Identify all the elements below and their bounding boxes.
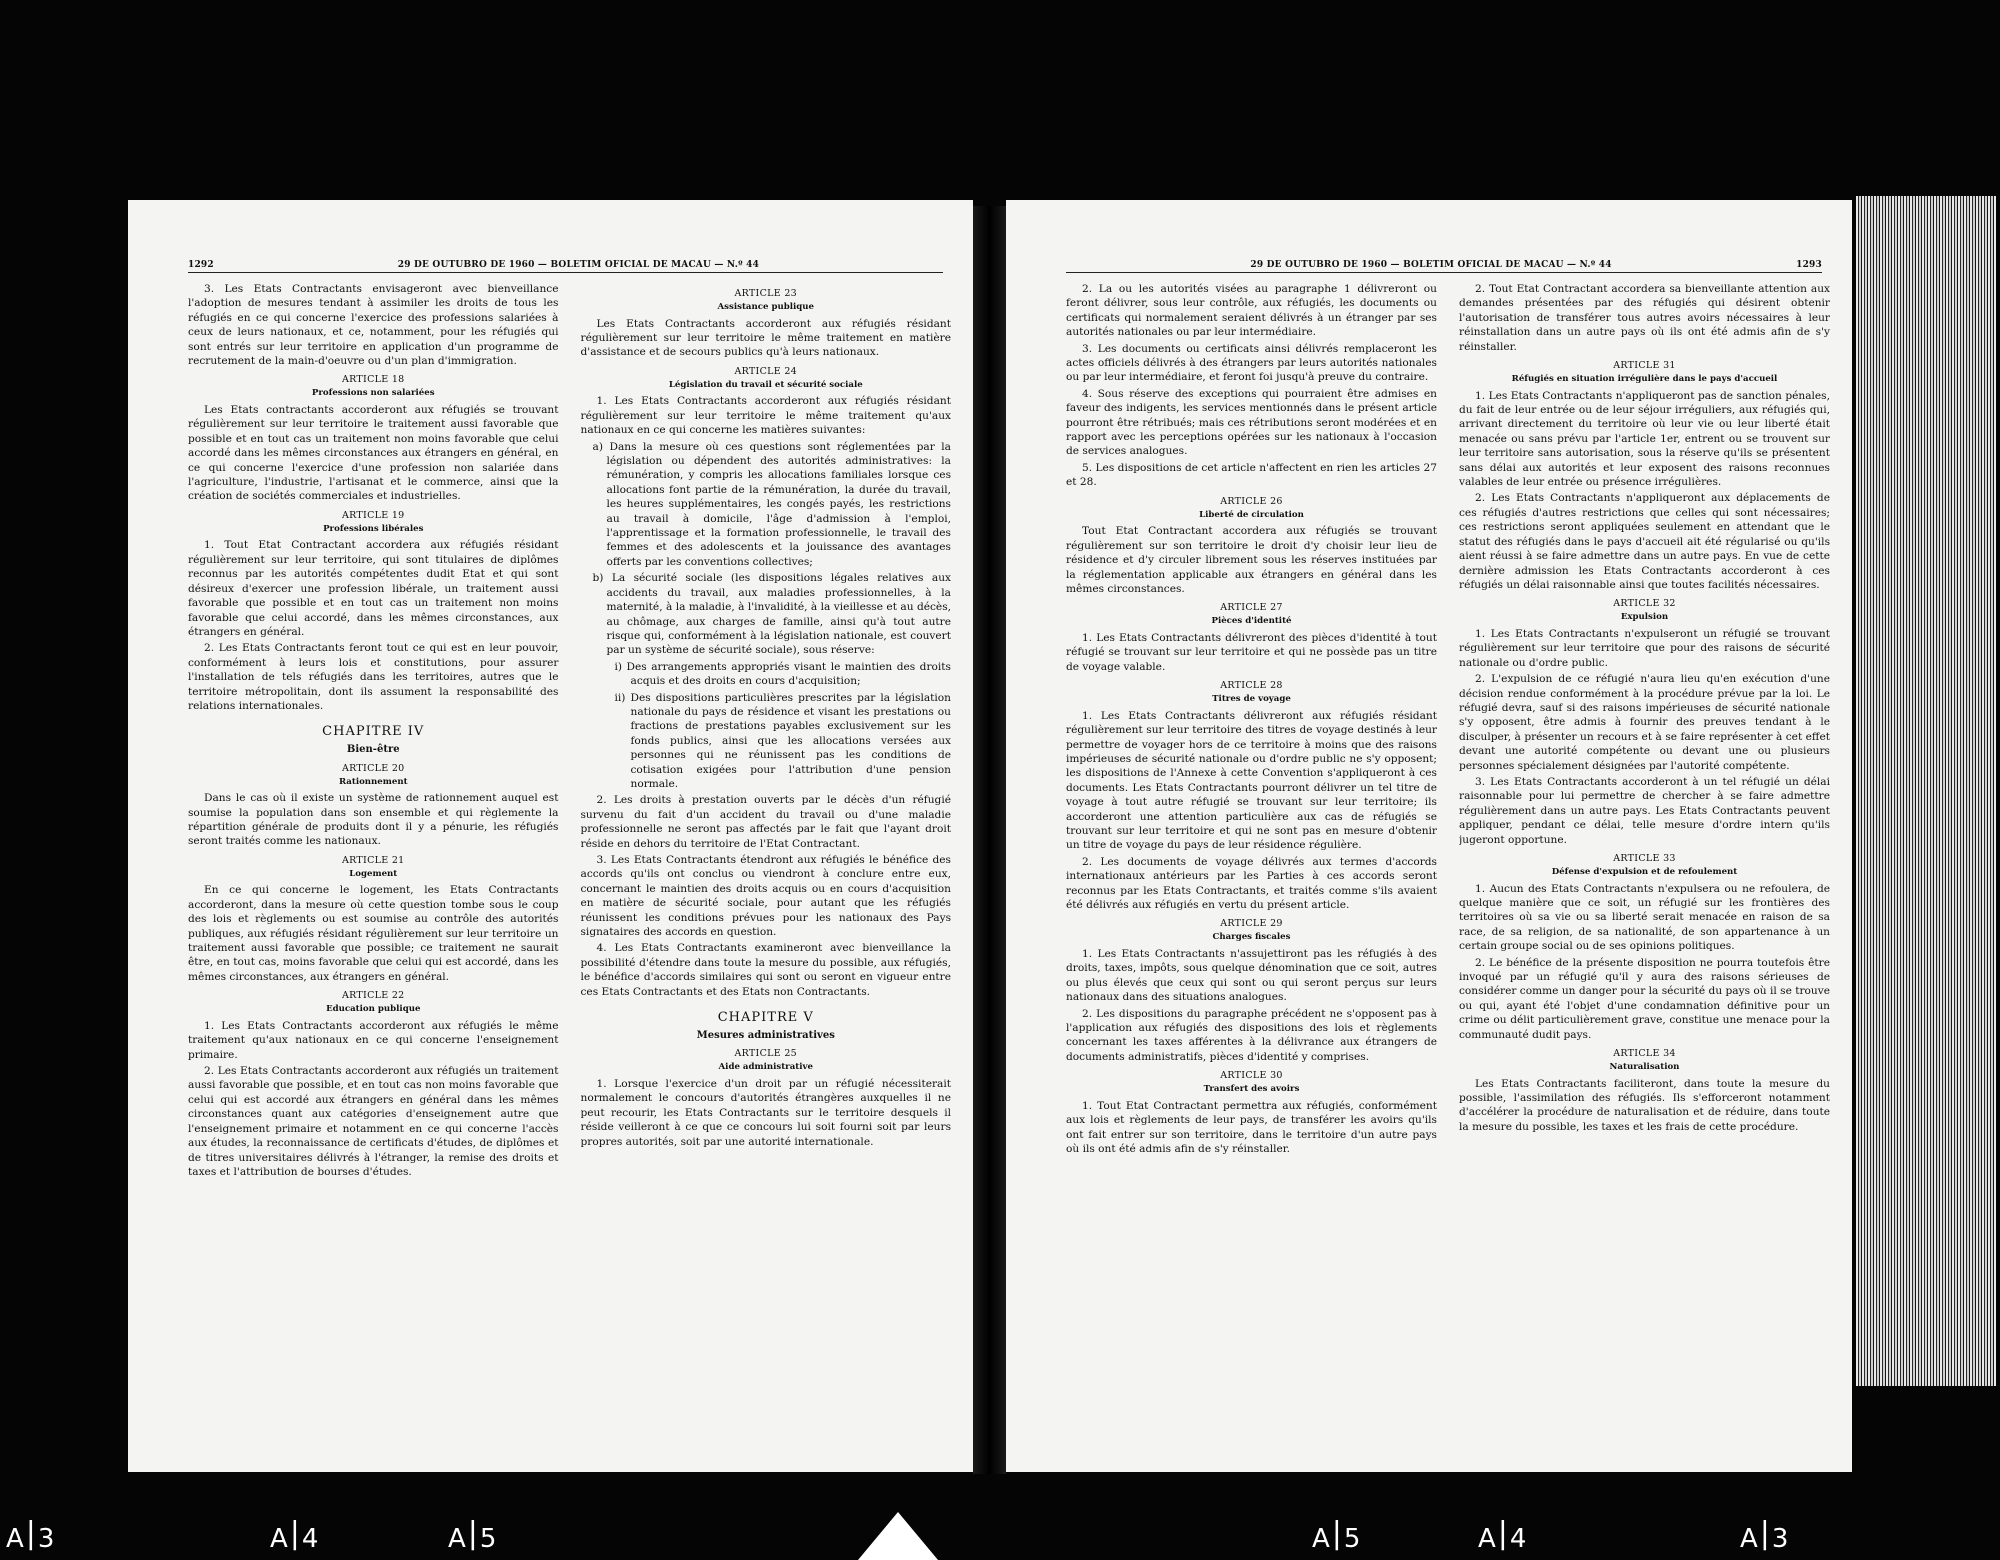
paragraph: 1. Les Etats Contractants délivreront des pièces d'identité à tout réfugié se trouvant sur leur territoire et qui ne possède pas un titre de voyage valable. [1066,631,1437,673]
paragraph: 1. Les Etats Contractants n'assujettiront pas les réfugiés à des droits, taxes, impôts, sous quelque dénomination que ce soit, autres ou plus élevés que ceux qui sont ou qui seront perçus sur leurs nationaux dans des situations analogues. [1066,948,1437,1004]
paragraph: 1. Les Etats Contractants accorderont aux réfugiés le même traitement qu'aux nationaux en ce qui concerne l'enseignement primaire. [188,1019,559,1061]
article-title: Logement [349,868,398,879]
paragraph: 2. Les dispositions du paragraphe précédent ne s'opposent pas à l'application aux réfugiés des dispositions des lois et règlements concernant les taxes afférentes à la délivrance aux étrangers de documents administratifs, pièces d'identité y comprises. [1066,1007,1437,1063]
article-title: Législation du travail et sécurité sociale [668,379,863,390]
film-marker: A|4 [1478,1516,1527,1554]
article-title: Transfert des avoirs [1203,1084,1300,1095]
left-running-title: 29 DE OUTUBRO DE 1960 — BOLETIM OFICIAL DE MACAU — N.º 44 [397,260,760,270]
article-title: Défense d'expulsion et de refoulement [1551,866,1738,877]
paragraph: 2. Les documents de voyage délivrés aux termes d'accords internationaux antérieurs par les Parties à ces accords seront reconnus par les Etats Contractants, et traités comme s'ils avaient été délivrés aux réfugiés en vertu du présent article. [1066,855,1437,911]
article-title: Titres de voyage [1212,694,1291,705]
article-title: Assistance publique [717,301,814,312]
paragraph: 1. Aucun des Etats Contractants n'expulsera ou ne refoulera, de quelque manière que ce soit, un réfugié sur les frontières des territoires où sa vie ou sa liberté serait menacée en raison de sa race, de sa religion, de sa nationalité, de son appartenance à un certain groupe social ou de ses opinions politiques. [1459,882,1830,953]
right-column-2 [1459,282,1830,1452]
paragraph: 1. Les Etats Contractants accorderont aux réfugiés résidant régulièrement sur leur territoire le même traitement qu'aux nationaux en ce qui concerne les matières suivantes: [580,395,951,437]
film-marker: A|4 [270,1516,319,1554]
film-marker: A|5 [1312,1516,1361,1554]
right-column-1 [1066,282,1437,1452]
article-heading: ARTICLE 20 [341,762,405,774]
paragraph: Tout Etat Contractant accordera aux réfugiés se trouvant régulièrement sur son territoire le droit d'y choisir leur lieu de résidence et d'y circuler librement sous les réserves instituées par la réglementation applicable aux étrangers en général dans les mêmes circonstances. [1066,525,1437,595]
paragraph: Dans le cas où il existe un système de rationnement auquel est soumise la population dans son ensemble et qui règlemente la répartition générale de produits dont il y a pénurie, les réfugiés seront traités comme les nationaux. [188,792,559,848]
article-heading: ARTICLE 29 [1220,918,1283,930]
paragraph: 1. Les Etats Contractants délivreront aux réfugiés résidant régulièrement sur leur territoire des titres de voyage destinés à leur permettre de voyager hors de ce territoire à moins que des raisons impérieuses de sécurité nationale ou d'ordre public ne s'y opposent; les dispositions de l'Annexe à cette Convention s'appliqueront à ces documents. Les Etats Contractants pourront délivrer un tel titre de voyage à tout autre réfugié se trouvant sur leur territoire; ils accorderont une attention particulière aux cas de réfugiés se trouvant sur leur territoire et qui ne sont pas en mesure d'obtenir un titre de voyage du pays de leur résidence régulière. [1066,709,1437,852]
paragraph: 1. Les Etats Contractants n'expulseront un réfugié se trouvant régulièrement sur leur territoire que pour des raisons de sécurité nationale ou d'ordre public. [1459,627,1830,669]
article-heading: ARTICLE 18 [341,374,405,386]
chapter-title: Bien-être [346,744,400,756]
chapter-heading: CHAPITRE V [717,1010,814,1026]
paragraph: 1. Les Etats Contractants n'appliqueront pas de sanction pénales, du fait de leur entrée ou de leur séjour irréguliers, aux réfugiés qui, arrivant directement du territoire où leur vie ou leur liberté était menacée ou sans prévu par l'article 1er, entrent ou se trouvent sur leur territoire sans autorisation, sous la réserve qu'ils se présentent sans délai aux autorités et leur exposent des raisons reconnues valables de leur entrée ou présence irrégulières. [1459,389,1830,489]
paragraph: Les Etats Contractants faciliteront, dans toute la mesure du possible, l'assimilation des réfugiés. Ils s'efforceront notamment d'accélérer la procédure de naturalisation et de réduire, dans toute la mesure du possible, les taxes et les frais de cette procédure. [1459,1077,1830,1133]
page-stack-edge [1856,196,1996,1386]
article-heading: ARTICLE 26 [1220,495,1283,507]
paragraph: 2. Le bénéfice de la présente disposition ne pourra toutefois être invoqué par un réfugié qu'il y aura des raisons sérieuses de considérer comme un danger pour la sécurité du pays où il se trouve ou qui, ayant été l'objet d'une condamnation définitive pour un crime ou délit particulièrement grave, constitue une menace pour la communauté dudit pays. [1459,956,1830,1041]
paragraph: 1. Lorsque l'exercice d'un droit par un réfugié nécessiterait normalement le concours d'autorités étrangères auxquelles il ne peut recourir, les Etats Contractants sur le territoire desquels il réside veilleront à ce que ce concours lui soit fourni soit par leurs propres autorités, soit par une autorité internationale. [580,1077,951,1148]
article-title: Réfugiés en situation irrégulière dans le pays d'accueil [1511,373,1778,384]
article-heading: ARTICLE 33 [1613,853,1676,864]
paragraph: 2. La ou les autorités visées au paragraphe 1 délivreront ou feront délivrer, sous leur contrôle, aux réfugiés, les documents ou certificats qui normalement seraient délivrés à un étranger par ses autorités nationales ou par leur intermédiaire. [1066,283,1437,339]
article-title: Rationnement [338,776,408,787]
article-title: Liberté de circulation [1199,509,1304,520]
paragraph: 2. Les Etats Contractants n'appliqueront aux déplacements de ces réfugiés d'autres restrictions que celles qui sont nécessaires; ces restrictions seront appliquées seulement en attendant que le statut des réfugiés dans le pays d'accueil ait été régularisé ou qu'ils aient réussi à se faire admettre dans un autre pays. En vue de cette dernière admission les Etats Contractants accorderont à ces réfugiés un délai raisonnable ainsi que toutes facilités nécessaires. [1459,492,1830,591]
article-heading: ARTICLE 22 [341,990,405,1002]
article-title: Professions libérales [323,523,424,534]
right-running-title: 29 DE OUTUBRO DE 1960 — BOLETIM OFICIAL DE MACAU — N.º 44 [1250,260,1612,270]
chapter-heading: CHAPITRE IV [322,724,425,740]
article-heading: ARTICLE 28 [1220,680,1283,692]
paragraph: En ce qui concerne le logement, les Etats Contractants accorderont, dans la mesure où cette question tombe sous le coup des lois et règlements ou est soumise au contrôle des autorités publiques, aux réfugiés résidant régulièrement sur leur territoire un traitement aussi favorable que possible; ce traitement ne saurait être, en tout cas, moins favorable que celui qui est accordé, dans les mêmes circonstances, aux étrangers en général. [188,884,559,983]
article-heading: ARTICLE 21 [341,854,405,866]
sub-list-item: i) Des arrangements appropriés visant le maintien des droits acquis et des droits en cours d'acquisition; [614,660,951,688]
paragraph: Les Etats contractants accorderont aux réfugiés se trouvant régulièrement sur leur territoire le traitement aussi favorable que possible et en tout cas un traitement non moins favorable que celui accordé dans les mêmes circonstances aux étrangers en général, en ce qui concerne l'exercice d'une profession non salariée dans l'agriculture, l'industrie, l'artisanat et le commerce, ainsi que la création de sociétés commerciales et industrielles. [188,404,559,503]
article-heading: ARTICLE 34 [1613,1048,1676,1060]
paragraph: 2. L'expulsion de ce réfugié n'aura lieu qu'en exécution d'une décision rendue conformément à la procédure prévue par la loi. Le réfugié devra, sauf si des raisons impérieuses de sécurité nationale s'y opposent, être admis à fournir des preuves tendant à le disculper, à présenter un recours et à se faire représenter à cet effet devant une autorité compétente ou devant une ou plusieurs personnes spécialement désignées par l'autorité compétente. [1459,673,1830,772]
article-heading: ARTICLE 23 [734,288,798,299]
article-heading: ARTICLE 24 [734,365,798,377]
left-running-head [188,260,943,273]
paragraph: 2. Les Etats Contractants accorderont aux réfugiés un traitement aussi favorable que possible, et en tout cas non moins favorable que celui qui est accordé aux étrangers en général dans les mêmes circonstances quant aux catégories d'enseignement autre que l'enseignement primaire et notamment en ce qui concerne l'accès aux études, la reconnaissance de certificats d'études, de diplômes et de titres universitaires délivrés à l'étranger, la remise des droits et taxes et l'attribution de bourses d'études. [188,1065,559,1178]
article-heading: ARTICLE 27 [1220,602,1283,614]
paragraph: 5. Les dispositions de cet article n'affectent en rien les articles 27 et 28. [1066,461,1437,489]
left-column-1 [188,282,559,1452]
paragraph: 2. Tout Etat Contractant accordera sa bienveillante attention aux demandes présentées par des réfugiés qui désirent obtenir l'autorisation de transférer tous autres avoirs nécessaires à leur réinstallation dans un autre pays où ils ont été admis afin de s'y réinstaller. [1459,283,1830,353]
left-page [128,200,973,1472]
paragraph: 2. Les Etats Contractants feront tout ce qui est en leur pouvoir, conformément à leurs lois et constitutions, pour assurer l'installation de tels réfugiés dans les territoires, autres que le territoire métropolitain, dont ils assument la responsabilité des relations internationales. [188,642,559,712]
article-heading: ARTICLE 19 [341,509,405,521]
article-title: Naturalisation [1609,1061,1680,1072]
article-title: Expulsion [1620,612,1669,623]
article-heading: ARTICLE 32 [1613,598,1676,610]
list-item: b) La sécurité sociale (les dispositions légales relatives aux accidents du travail, aux maladies professionnelles, à la maternité, à la maladie, à l'invalidité, à la vieillesse et au décès, au chômage, aux charges de famille, ainsi qu'à tout autre risque qui, conformément à la législation nationale, est couvert par un système de sécurité sociale), sous réserve: [592,572,951,657]
film-clip-mark [858,1512,938,1560]
film-marker: A|5 [448,1516,497,1554]
article-heading: ARTICLE 31 [1613,360,1676,372]
article-heading: ARTICLE 25 [734,1048,798,1060]
paragraph: 3. Les Etats Contractants envisageront avec bienveillance l'adoption de mesures tendant à assimiler les droits de tous les réfugiés en ce qui concerne l'exercice des professions salariées à ceux de leurs nationaux, et ce, notamment, pour les réfugiés qui sont entrés sur leur territoire en application d'un programme de recrutement de la main-d'oeuvre ou d'un plan d'immigration. [188,283,559,368]
article-title: Charges fiscales [1212,932,1291,943]
paragraph: 4. Sous réserve des exceptions qui pourraient être admises en faveur des indigents, les services mentionnés dans le présent article pourront être rétribués; mais ces rétributions seront modérées et en rapport avec les perceptions opérées sur les nationaux à l'occasion de services analogues. [1066,387,1437,458]
paragraph: 4. Les Etats Contractants examineront avec bienveillance la possibilité d'étendre dans toute la mesure du possible, aux réfugiés, le bénéfice d'accords similaires qui sont ou seront en vigueur entre ces Etats Contractants et des Etats non Contractants. [580,942,951,998]
film-marker: A|3 [6,1516,55,1554]
list-item: a) Dans la mesure où ces questions sont réglementées par la législation ou dépendent des autorités administratives: la rémunération, y compris les allocations familiales lorsque ces allocations font partie de la rémunération, la durée du travail, les heures supplémentaires, les congés payés, les restrictions au travail à domicile, l'âge d'admission à l'emploi, l'apprentissage et la formation professionnelle, le travail des femmes et des adolescents et la jouissance des avantages offerts par les conventions collectives; [592,440,951,568]
paragraph: 1. Tout Etat Contractant permettra aux réfugiés, conformément aux lois et règlements de leur pays, de transférer les avoirs qu'ils ont fait entrer sur son territoire, dans le territoire d'un autre pays où ils ont été admis afin de s'y réinstaller. [1066,1099,1437,1156]
right-running-head [1066,260,1822,273]
paragraph: Les Etats Contractants accorderont aux réfugiés résidant régulièrement sur leur territoire le même traitement en matière d'assistance et de secours publics qu'à leurs nationaux. [580,317,951,359]
paragraph: 2. Les droits à prestation ouverts par le décès d'un réfugié survenu du fait d'un accident du travail ou d'une maladie professionnelle ne seront pas affectés par le fait que l'ayant droit réside en dehors du territoire de l'Etat Contractant. [580,794,951,850]
left-column-2 [581,282,952,1452]
right-page [1006,200,1852,1472]
right-page-number: 1293 [1796,260,1822,270]
article-title: Aide administrative [718,1062,813,1073]
article-heading: ARTICLE 30 [1220,1070,1283,1082]
article-title: Pièces d'identité [1211,616,1292,627]
paragraph: 3. Les documents ou certificats ainsi délivrés remplaceront les actes officiels délivrés à des étrangers par leurs autorités nationales ou par leur intermédiaire, et feront foi jusqu'à preuve du contraire. [1066,342,1437,384]
paragraph: 3. Les Etats Contractants accorderont à un tel réfugié un délai raisonnable pour lui permettre de chercher à se faire admettre régulièrement dans un autre pays. Les Etats Contractants peuvent appliquer, pendant ce délai, telle mesure d'ordre intern qu'ils jugeront opportune. [1459,775,1830,846]
book-gutter [973,206,1006,1474]
sub-list-item: ii) Des dispositions particulières prescrites par la législation nationale du pays de résidence et visant les prestations ou fractions de prestations payables exclusivement sur les fonds publics, ainsi que les allocations versées aux personnes qui ne réunissent pas les conditions de cotisation exigées pour l'attribution d'une pension normale. [614,691,951,790]
chapter-title: Mesures administratives [696,1029,835,1041]
article-title: Education publique [326,1004,421,1015]
article-title: Professions non salariées [311,388,435,399]
left-page-number: 1292 [188,260,214,270]
paragraph: 1. Tout Etat Contractant accordera aux réfugiés résidant régulièrement sur leur territoire, qui sont titulaires de diplômes reconnus par les autorités compétentes dudit Etat et qui sont désireux d'exercer une profession libérale, un traitement aussi favorable que possible et en tout cas un traitement non moins favorable que celui accordé, dans les mêmes circonstances, aux étrangers en général. [188,539,559,638]
paragraph: 3. Les Etats Contractants étendront aux réfugiés le bénéfice des accords qu'ils ont conclus ou viendront à conclure entre eux, concernant le maintien des droits acquis ou en cours d'acquisition en matière de sécurité sociale, pour autant que les réfugiés réunissent les conditions prévues pour les nationaux des Pays signataires des accords en question. [580,854,951,939]
film-marker: A|3 [1740,1516,1789,1554]
